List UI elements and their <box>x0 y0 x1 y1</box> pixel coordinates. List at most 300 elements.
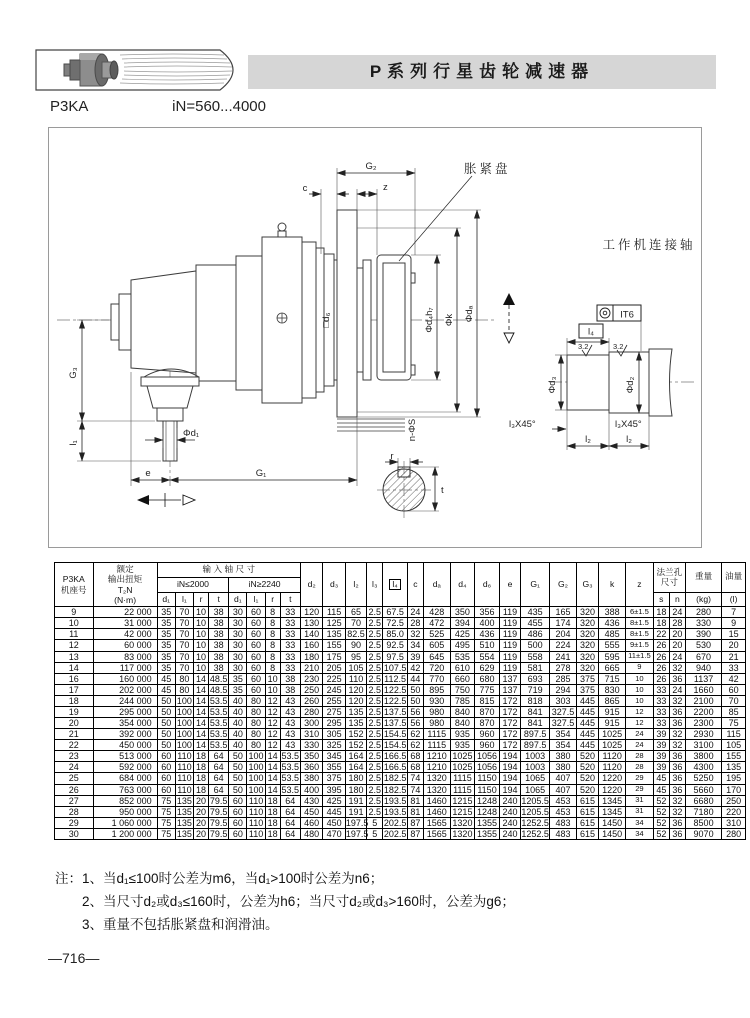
cell: 115 <box>722 729 746 740</box>
cell: 33 <box>722 662 746 673</box>
cell: 394 <box>450 618 475 629</box>
cell: 960 <box>475 729 500 740</box>
cell: 140 <box>300 629 322 640</box>
cell: 70 <box>345 618 366 629</box>
cell: 35 <box>157 629 175 640</box>
cell: 7 <box>722 607 746 618</box>
cell: 50 <box>157 729 175 740</box>
cell: 310 <box>300 729 322 740</box>
cell: 194 <box>499 773 520 784</box>
cell: 74 <box>407 773 423 784</box>
cell: 120 <box>300 607 322 618</box>
cell: 80 <box>247 740 265 751</box>
cell: 64 <box>208 784 228 795</box>
table-row <box>55 817 746 828</box>
cell: 1003 <box>521 762 550 773</box>
cell: 56 <box>407 706 423 717</box>
notes-label: 注： <box>55 871 82 886</box>
cell: 513 000 <box>93 751 157 762</box>
cell: 3100 <box>685 740 721 751</box>
cell: 12 <box>55 640 94 651</box>
cell: 36 <box>669 828 685 839</box>
cell: 20 <box>55 718 94 729</box>
cell: 100 <box>248 751 264 762</box>
cell: 1120 <box>599 762 626 773</box>
cell: 20 <box>669 640 685 651</box>
cell: 80 <box>247 706 265 717</box>
cell: 52 <box>653 795 669 806</box>
cell: 345 <box>323 751 345 762</box>
cell: 135 <box>345 706 366 717</box>
cell: 445 <box>323 806 345 817</box>
cell: 240 <box>499 817 520 828</box>
cell: 320 <box>576 640 598 651</box>
cell: 70 <box>175 662 193 673</box>
table-row <box>55 729 746 740</box>
cell: 53.5 <box>209 706 228 717</box>
cell: 25 <box>55 773 94 784</box>
cell: 33 <box>280 640 300 651</box>
table-row <box>55 695 746 706</box>
cell: 605 <box>423 640 450 651</box>
cell: 28 <box>626 751 654 762</box>
cell: 250 <box>722 795 746 806</box>
cell: 14 <box>194 729 209 740</box>
cell: 30 <box>229 651 247 662</box>
expansion-disk-label: 胀紧盘 <box>464 162 511 176</box>
cell: 20 <box>194 795 209 806</box>
cell: 64 <box>208 762 228 773</box>
cell: 31 <box>626 795 654 806</box>
col-l4: l₄ <box>383 563 408 607</box>
cell: 75 <box>157 828 175 839</box>
cell: 36 <box>669 673 685 684</box>
cell: 50 <box>229 751 247 762</box>
cell: 510 <box>475 640 500 651</box>
cell: 38 <box>208 618 228 629</box>
cell: 32 <box>669 662 685 673</box>
cell: 1220 <box>599 784 626 795</box>
cell: 980 <box>423 706 450 717</box>
cell: 110 <box>177 762 192 773</box>
cell: 1460 <box>423 795 450 806</box>
cell: 21 <box>55 729 94 740</box>
cell: 392 000 <box>93 729 157 740</box>
cell: 38 <box>280 673 300 684</box>
cell: 615 <box>576 828 598 839</box>
dim-t: t <box>441 485 444 496</box>
cell: 52 <box>653 828 669 839</box>
cell: 388 <box>599 607 626 618</box>
cell: 172 <box>499 729 520 740</box>
cell: 1345 <box>599 795 626 806</box>
cell: 320 <box>576 618 598 629</box>
cell: 1115 <box>423 729 450 740</box>
cell: 100 <box>176 740 192 751</box>
cell: 6±1.5 <box>626 607 654 618</box>
cell: 50 <box>157 718 175 729</box>
cell: 197.5 <box>345 828 369 839</box>
cell: 30 <box>229 607 247 618</box>
cell: 152 <box>345 740 366 751</box>
cell: 155 <box>722 751 746 762</box>
cell: 10 <box>194 640 209 651</box>
cell: 105 <box>722 740 746 751</box>
col-d2: d₂ <box>300 563 322 607</box>
cell: 425 <box>450 629 475 640</box>
cell: 110 <box>177 784 192 795</box>
cell: 29 <box>626 773 654 784</box>
cell: 2.5 <box>368 729 382 740</box>
cell: 191 <box>345 795 366 806</box>
cell: 50 <box>157 740 175 751</box>
cell: 80 <box>175 684 193 695</box>
cell: 930 <box>423 695 450 706</box>
cell: 1320 <box>450 828 475 839</box>
cell: 450 <box>323 817 345 828</box>
cell: 375 <box>323 773 345 784</box>
cell: 445 <box>576 718 598 729</box>
cell: 32 <box>669 740 685 751</box>
sub-n: n <box>669 592 685 607</box>
cell: 38 <box>208 629 228 640</box>
cell: 194 <box>499 762 520 773</box>
cell: 135 <box>176 795 192 806</box>
cell: 14 <box>265 784 280 795</box>
cell: 2.5 <box>368 651 382 662</box>
cell: 100 <box>248 762 264 773</box>
dim-g2: G₂ <box>365 161 377 172</box>
cell: 38 <box>280 684 300 695</box>
cell: 107.5 <box>383 662 407 673</box>
cell: 915 <box>599 706 626 717</box>
chamfer-left-label: l₃X45° <box>509 419 536 430</box>
cell: 204 <box>550 629 577 640</box>
cell: 18 <box>265 828 280 839</box>
cell: 110 <box>248 828 264 839</box>
page-title: P系列行星齿轮减速器 <box>369 62 595 81</box>
cell: 595 <box>599 651 626 662</box>
cell: 1065 <box>521 773 550 784</box>
cell: 483 <box>550 817 577 828</box>
cell: 67.5 <box>383 607 408 618</box>
cell: 453 <box>550 795 577 806</box>
cell: 70 <box>722 695 746 706</box>
cell: 2.5 <box>368 706 382 717</box>
cell: 155 <box>323 640 345 651</box>
cell: 36 <box>669 762 685 773</box>
cell: 555 <box>599 640 626 651</box>
cell: 80 <box>247 718 265 729</box>
cell: 680 <box>475 673 500 684</box>
cell: 82.5 <box>347 629 365 640</box>
cell: 285 <box>550 673 577 684</box>
cell: 75 <box>157 806 175 817</box>
cell: 125 <box>323 618 345 629</box>
cell: 2.5 <box>368 618 382 629</box>
cell: 485 <box>599 629 626 640</box>
cell: 72.5 <box>383 618 408 629</box>
cell: 28 <box>626 762 654 773</box>
cell: 950 000 <box>93 806 157 817</box>
cell: 1355 <box>475 817 500 828</box>
table-row <box>55 684 746 695</box>
cell: 87 <box>407 817 423 828</box>
cell: 10 <box>265 673 280 684</box>
cell: 202.5 <box>383 817 407 828</box>
cell: 50 <box>229 784 247 795</box>
cell: 840 <box>450 718 475 729</box>
work-shaft-title: 工作机连接轴 <box>602 238 696 252</box>
table-row <box>55 751 746 762</box>
cell: 610 <box>450 662 475 673</box>
cell: 450 <box>300 806 322 817</box>
cell: 1025 <box>599 729 626 740</box>
cell: 2.5 <box>368 773 382 784</box>
cell: 202.5 <box>383 828 407 839</box>
cell: 300 <box>300 718 322 729</box>
cell: 500 <box>521 640 550 651</box>
cell: 79.5 <box>209 828 228 839</box>
cell: 870 <box>475 718 500 729</box>
cell: 70 <box>175 607 193 618</box>
cell: 164 <box>345 751 366 762</box>
cell: 24 <box>669 684 685 695</box>
cell: 14 <box>194 684 209 695</box>
cell: 172 <box>499 695 520 706</box>
cell: 1150 <box>475 784 500 795</box>
cell: 295 <box>323 718 345 729</box>
output-shaft <box>141 377 199 461</box>
sub-rb: r <box>265 592 280 607</box>
cell: 64 <box>280 817 300 828</box>
cell: 10 <box>265 684 280 695</box>
cell: 428 <box>423 607 450 618</box>
cell: 33 <box>280 607 300 618</box>
cell: 18 <box>653 618 669 629</box>
cell: 815 <box>475 695 500 706</box>
cell: 24 <box>55 762 94 773</box>
cell: 164 <box>345 762 366 773</box>
cell: 2.5 <box>368 607 382 618</box>
cell: 33 <box>280 651 300 662</box>
cell: 535 <box>450 651 475 662</box>
cell: 70 <box>175 640 193 651</box>
col-g2: G₂ <box>550 563 577 607</box>
cell: 30 <box>229 618 247 629</box>
cell: 472 <box>423 618 450 629</box>
cell: 260 <box>300 695 322 706</box>
cell: 9070 <box>685 828 721 839</box>
cell: 330 <box>300 740 322 751</box>
cell: 1115 <box>450 773 475 784</box>
cell: 26 <box>653 640 669 651</box>
col-g3: G₃ <box>576 563 598 607</box>
cell: 50 <box>407 684 423 695</box>
header-bar <box>248 55 716 89</box>
cell: 60 <box>722 684 746 695</box>
cell: 380 <box>550 762 577 773</box>
cell: 8 <box>265 662 280 673</box>
cell: 60 <box>247 651 265 662</box>
dim-r: r <box>390 451 394 462</box>
cell: 60 <box>247 640 265 651</box>
cell: 130 <box>300 618 322 629</box>
cell: 39 <box>653 751 669 762</box>
cell: 48.5 <box>209 684 228 695</box>
cell: 935 <box>450 740 475 751</box>
col-input-shaft: 输 入 轴 尺 寸 <box>157 563 300 578</box>
cell: 360 <box>300 762 322 773</box>
cell: 294 <box>550 684 577 695</box>
cell: 520 <box>576 762 598 773</box>
cell: 60 <box>157 762 175 773</box>
cell: 33 <box>280 629 300 640</box>
cell: 960 <box>475 740 500 751</box>
cell: 435 <box>521 607 550 618</box>
cell: 80 <box>247 729 265 740</box>
cell: 715 <box>599 673 626 684</box>
cell: 119 <box>499 607 520 618</box>
cell: 70 <box>175 629 193 640</box>
cell: 9 <box>722 618 746 629</box>
cell: 137.5 <box>383 718 407 729</box>
dim-g3: G₃ <box>68 367 79 379</box>
cell: 31 <box>626 806 654 817</box>
cell: 22 <box>55 740 94 751</box>
cell: 62 <box>407 729 423 740</box>
cell: 50 <box>157 695 175 706</box>
cell: 1248 <box>475 795 500 806</box>
cell: 34 <box>626 828 654 839</box>
cell: 135 <box>176 817 192 828</box>
cell: 12 <box>265 695 280 706</box>
cell: 350 <box>300 751 322 762</box>
sub-tb: t <box>280 592 300 607</box>
cell: 110 <box>248 817 264 828</box>
cell: 445 <box>576 695 598 706</box>
dim-d3: Φd₃ <box>547 376 558 394</box>
cell: 455 <box>521 618 550 629</box>
chamfer-right-label: l₃X45° <box>615 419 642 430</box>
cell: 380 <box>300 773 322 784</box>
cell: 8±1.5 <box>626 629 654 640</box>
cell: 10 <box>194 629 209 640</box>
cell: 18 <box>265 795 280 806</box>
cell: 40 <box>229 740 247 751</box>
cell: 1320 <box>450 817 475 828</box>
cell: 110 <box>345 673 366 684</box>
cell: 191 <box>345 806 366 817</box>
cell: 180 <box>300 651 322 662</box>
cell: 31 000 <box>93 618 157 629</box>
cell: 720 <box>423 662 450 673</box>
cell: 50 <box>229 762 247 773</box>
plug-icon <box>277 313 287 323</box>
cell: 390 <box>685 629 721 640</box>
cell: 80 <box>175 673 193 684</box>
cell: 750 <box>450 684 475 695</box>
cell: 23 <box>55 751 94 762</box>
cell: 1 060 000 <box>93 817 157 828</box>
cell: 18 <box>653 607 669 618</box>
cell: 375 <box>576 673 598 684</box>
cell: 45 <box>157 673 175 684</box>
cell: 30 <box>229 629 247 640</box>
col-l2: l₂ <box>345 563 366 607</box>
cell: 30 <box>229 662 247 673</box>
table-row <box>55 607 746 618</box>
cell: 75 <box>722 718 746 729</box>
cell: 165 <box>550 607 577 618</box>
cell: 2.5 <box>368 684 382 695</box>
cell: 97.5 <box>383 651 408 662</box>
cell: 119 <box>499 618 520 629</box>
cell: 240 <box>499 795 520 806</box>
cell: 75 <box>157 795 175 806</box>
cell: 303 <box>550 695 577 706</box>
cell: 40 <box>229 706 247 717</box>
dimension-table-wrap <box>54 562 746 840</box>
cell: 450 000 <box>93 740 157 751</box>
cell: 295 000 <box>93 706 157 717</box>
cell: 470 <box>323 828 345 839</box>
cell: 1215 <box>450 806 475 817</box>
notes <box>55 868 715 937</box>
cell: 135 <box>323 629 345 640</box>
dim-da: Φdₐ <box>464 305 475 323</box>
cell: 425 <box>323 795 345 806</box>
dim-c: c <box>302 183 308 194</box>
dim-l2-left: l₂ <box>585 434 591 445</box>
cell: 42 <box>407 662 423 673</box>
cell: 865 <box>599 695 626 706</box>
cell: 1205.5 <box>521 806 549 817</box>
cell: 60 000 <box>93 640 157 651</box>
cell: 897.5 <box>521 729 550 740</box>
cell: 2100 <box>685 695 721 706</box>
cell: 483 <box>550 828 577 839</box>
cell: 8500 <box>685 817 721 828</box>
cell: 38 <box>208 640 228 651</box>
cell: 24 <box>626 740 654 751</box>
cell: 24 <box>626 729 654 740</box>
cell: 395 <box>323 784 345 795</box>
cell: 940 <box>685 662 721 673</box>
cell: 453 <box>550 806 577 817</box>
cell: 112.5 <box>384 673 406 684</box>
cell: 8 <box>265 651 280 662</box>
roughness-right-label: 3.2 <box>613 342 624 351</box>
cell: 137.5 <box>383 706 407 717</box>
cell: 615 <box>576 806 598 817</box>
it6-label: IT6 <box>620 309 634 321</box>
cell: 2.5 <box>368 695 382 706</box>
cell: 763 000 <box>93 784 157 795</box>
cell: 175 <box>323 651 345 662</box>
cell: 14 <box>194 706 209 717</box>
cell: 14 <box>55 662 94 673</box>
cell: 26 <box>653 673 669 684</box>
cell: 2.5 <box>368 740 382 751</box>
cell: 2.5 <box>368 762 382 773</box>
cell: 36 <box>669 817 685 828</box>
cell: 50 <box>407 695 423 706</box>
cell: 275 <box>323 706 345 717</box>
cell: 154.5 <box>383 729 407 740</box>
cell: 10 <box>626 673 654 684</box>
cell: 1115 <box>450 784 475 795</box>
